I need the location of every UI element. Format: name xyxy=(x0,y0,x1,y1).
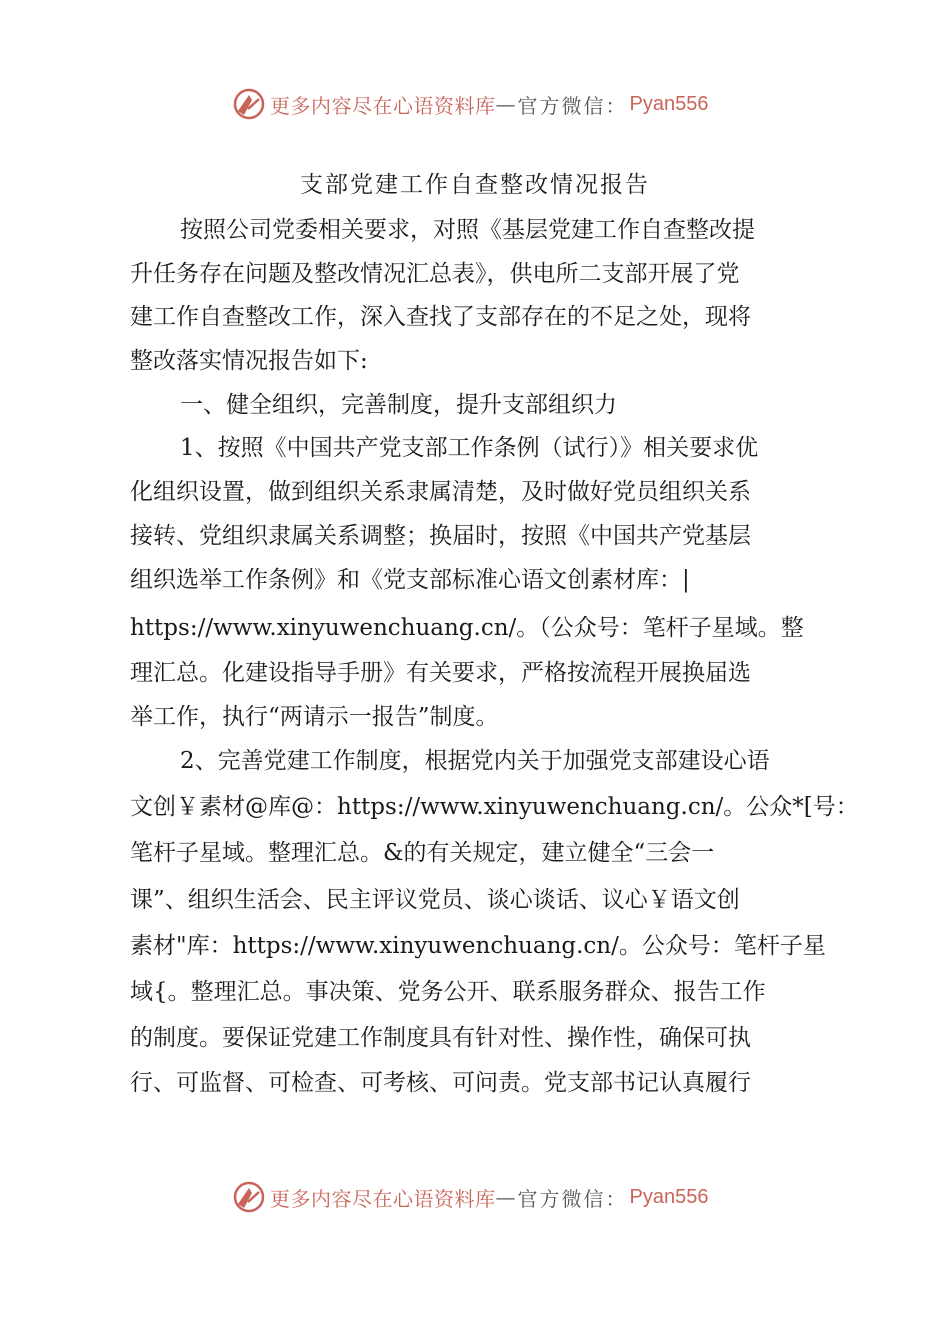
body-line: 化组织设置，做到组织关系隶属清楚，及时做好党员组织关系 xyxy=(130,479,751,505)
body-line: 素材"库：https://www.xinyuwenchuang.cn/。公众号：笔杆子星 xyxy=(130,933,826,959)
body-line: 行、可监督、可检查、可考核、可问责。党支部书记认真履行 xyxy=(130,1070,751,1096)
watermark-official: 官方微信： xyxy=(517,1186,628,1211)
body-line: 文创￥素材@库@：https://www.xinyuwenchuang.cn/。公众*[号： xyxy=(130,794,859,820)
watermark-banner-bottom xyxy=(232,1179,708,1215)
body-line: 接转、党组织隶属关系调整；换届时，按照《中国共产党基层 xyxy=(130,523,751,549)
body-line: 升任务存在问题及整改情况汇总表》，供电所二支部开展了党 xyxy=(130,261,740,287)
body-line: 的制度。要保证党建工作制度具有针对性、操作性，确保可执 xyxy=(130,1025,751,1051)
watermark-brand: 更多内容尽在心语资料库 xyxy=(270,1186,496,1211)
body-line: 按照公司党委相关要求，对照《基层党建工作自查整改提 xyxy=(180,217,755,243)
watermark-official: 官方微信： xyxy=(517,93,628,118)
body-line: 2、完善党建工作制度，根据党内关于加强党支部建设心语 xyxy=(180,748,770,774)
document-title: 支部党建工作自查整改情况报告 xyxy=(300,172,650,198)
watermark-dash: — xyxy=(495,92,518,116)
body-line: 建工作自查整改工作，深入查找了支部存在的不足之处，现将 xyxy=(130,304,751,330)
body-line: 举工作，执行“两请示一报告”制度。 xyxy=(130,704,499,730)
body-line: 理汇总。化建设指导手册》有关要求，严格按流程开展换届选 xyxy=(130,660,751,686)
section-heading: 一、健全组织，完善制度，提升支部组织力 xyxy=(180,392,617,418)
body-line: 1、按照《中国共产党支部工作条例（试行）》相关要求优 xyxy=(180,435,759,461)
watermark-dash: — xyxy=(495,1185,518,1209)
watermark-banner-top xyxy=(232,86,708,122)
watermark-wechat-id: Pyan556 xyxy=(629,1185,709,1208)
brand-logo-icon xyxy=(232,1180,266,1214)
body-line: https://www.xinyuwenchuang.cn/。（公众号：笔杆子星域。整 xyxy=(130,615,804,641)
body-line: 整改落实情况报告如下: xyxy=(130,348,368,374)
body-line: 域{。整理汇总。事决策、党务公开、联系服务群众、报告工作 xyxy=(130,979,766,1005)
watermark-brand: 更多内容尽在心语资料库 xyxy=(270,93,496,118)
body-line: 组织选举工作条例》和《党支部标准心语文创素材库：| xyxy=(130,567,690,593)
body-line: 笔杆子星域。整理汇总。&的有关规定，建立健全“三会一 xyxy=(130,840,715,866)
body-line: 课”、组织生活会、民主评议党员、谈心谈话、议心￥语文创 xyxy=(130,887,740,913)
brand-logo-icon xyxy=(232,87,266,121)
watermark-wechat-id: Pyan556 xyxy=(629,92,709,115)
